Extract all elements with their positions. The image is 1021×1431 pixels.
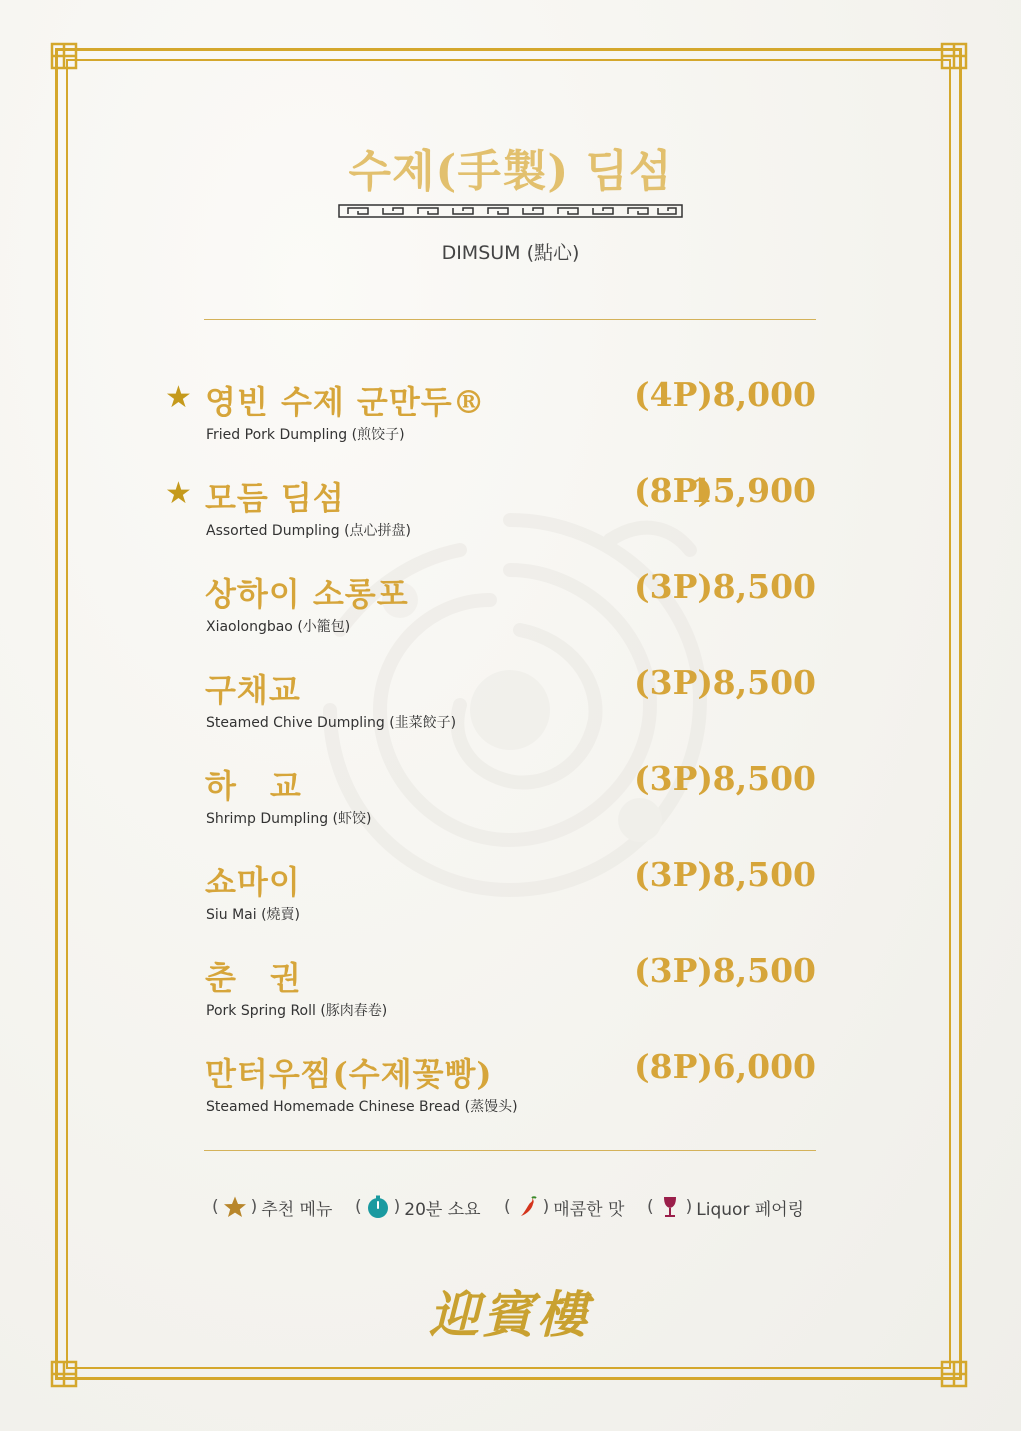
menu-item-price: 8,000	[712, 375, 816, 414]
star-icon	[223, 1195, 247, 1219]
greek-key-ornament	[338, 204, 683, 218]
menu-item	[160, 761, 820, 841]
menu-item	[160, 1049, 820, 1129]
menu-item-price: 8,500	[712, 663, 816, 702]
menu-item-description: Fried Pork Dumpling (煎饺子)	[206, 427, 405, 443]
menu-item-description: Shrimp Dumpling (虾饺)	[206, 811, 372, 827]
menu-item-quantity: (3P)	[634, 759, 714, 798]
menu-item-price: 6,000	[712, 1047, 816, 1086]
menu-item-name: 만터우찜(수제꽃빵)	[205, 1055, 493, 1093]
legend-liquor: ( ) Liquor 페어링	[647, 1192, 804, 1222]
page-title: 수제(手製) 딤섬	[348, 146, 673, 197]
menu-item-quantity: (3P)	[634, 855, 714, 894]
timer-icon	[366, 1195, 390, 1219]
menu-item-price: 8,500	[712, 855, 816, 894]
menu-item	[160, 665, 820, 745]
chili-icon	[515, 1195, 539, 1219]
legend-timer: ( ) 20분 소요	[355, 1192, 481, 1222]
menu-item-description: Siu Mai (燒賣)	[206, 907, 301, 923]
legend-label: 20분 소요	[404, 1199, 481, 1220]
page-subtitle: DIMSUM (點心)	[441, 242, 580, 264]
divider-bottom	[204, 1150, 816, 1151]
legend-spicy: ( ) 매콤한 맛	[504, 1192, 624, 1222]
wine-glass-icon	[658, 1195, 682, 1219]
menu-item-description: Xiaolongbao (小籠包)	[206, 619, 351, 635]
menu-item-description: Steamed Homemade Chinese Bread (蒸馒头)	[206, 1099, 518, 1115]
menu-item-name: 춘 권	[205, 959, 302, 997]
menu-item-description: Assorted Dumpling (点心拼盘)	[206, 523, 412, 539]
menu-item-description: Pork Spring Roll (豚肉春卷)	[206, 1003, 388, 1019]
menu-item	[160, 569, 820, 649]
corner-ornament-top-left	[50, 42, 78, 70]
divider-top	[204, 319, 816, 320]
menu-item-name: 쇼마이	[205, 863, 301, 901]
legend-label: 매콤한 맛	[553, 1199, 625, 1220]
legend-recommended: ( ) 추천 메뉴	[212, 1192, 332, 1222]
menu-item-name: 모듬 딤섬	[205, 479, 345, 517]
menu-item-price: 8,500	[712, 759, 816, 798]
menu-item	[160, 953, 820, 1033]
legend-label: Liquor 페어링	[696, 1199, 805, 1220]
menu-item-name: 구채교	[205, 671, 301, 709]
menu-item-name: 영빈 수제 군만두®	[205, 383, 486, 421]
corner-ornament-top-right	[940, 42, 968, 70]
menu-item-description: Steamed Chive Dumpling (韭菜餃子)	[206, 715, 457, 731]
menu-item-quantity: (8P)	[634, 471, 714, 510]
menu-item-name: 상하이 소롱포	[205, 575, 409, 613]
legend-label: 추천 메뉴	[261, 1199, 333, 1220]
menu-item	[160, 377, 820, 457]
menu-item-quantity: (3P)	[634, 567, 714, 606]
corner-ornament-bottom-right	[940, 1360, 968, 1388]
menu-item-price: 8,500	[712, 567, 816, 606]
menu-item-quantity: (8P)	[634, 1047, 714, 1086]
menu-item-quantity: (4P)	[634, 375, 714, 414]
menu-item-quantity: (3P)	[634, 951, 714, 990]
menu-item-price: 15,900	[689, 471, 816, 510]
menu-item	[160, 473, 820, 553]
menu-item	[160, 857, 820, 937]
menu-item-quantity: (3P)	[634, 663, 714, 702]
menu-item-price: 8,500	[712, 951, 816, 990]
star-icon: ★	[165, 380, 192, 415]
restaurant-logo: 迎賓樓	[429, 1285, 591, 1344]
menu-item-name: 하 교	[205, 767, 302, 805]
star-icon: ★	[165, 476, 192, 511]
corner-ornament-bottom-left	[50, 1360, 78, 1388]
